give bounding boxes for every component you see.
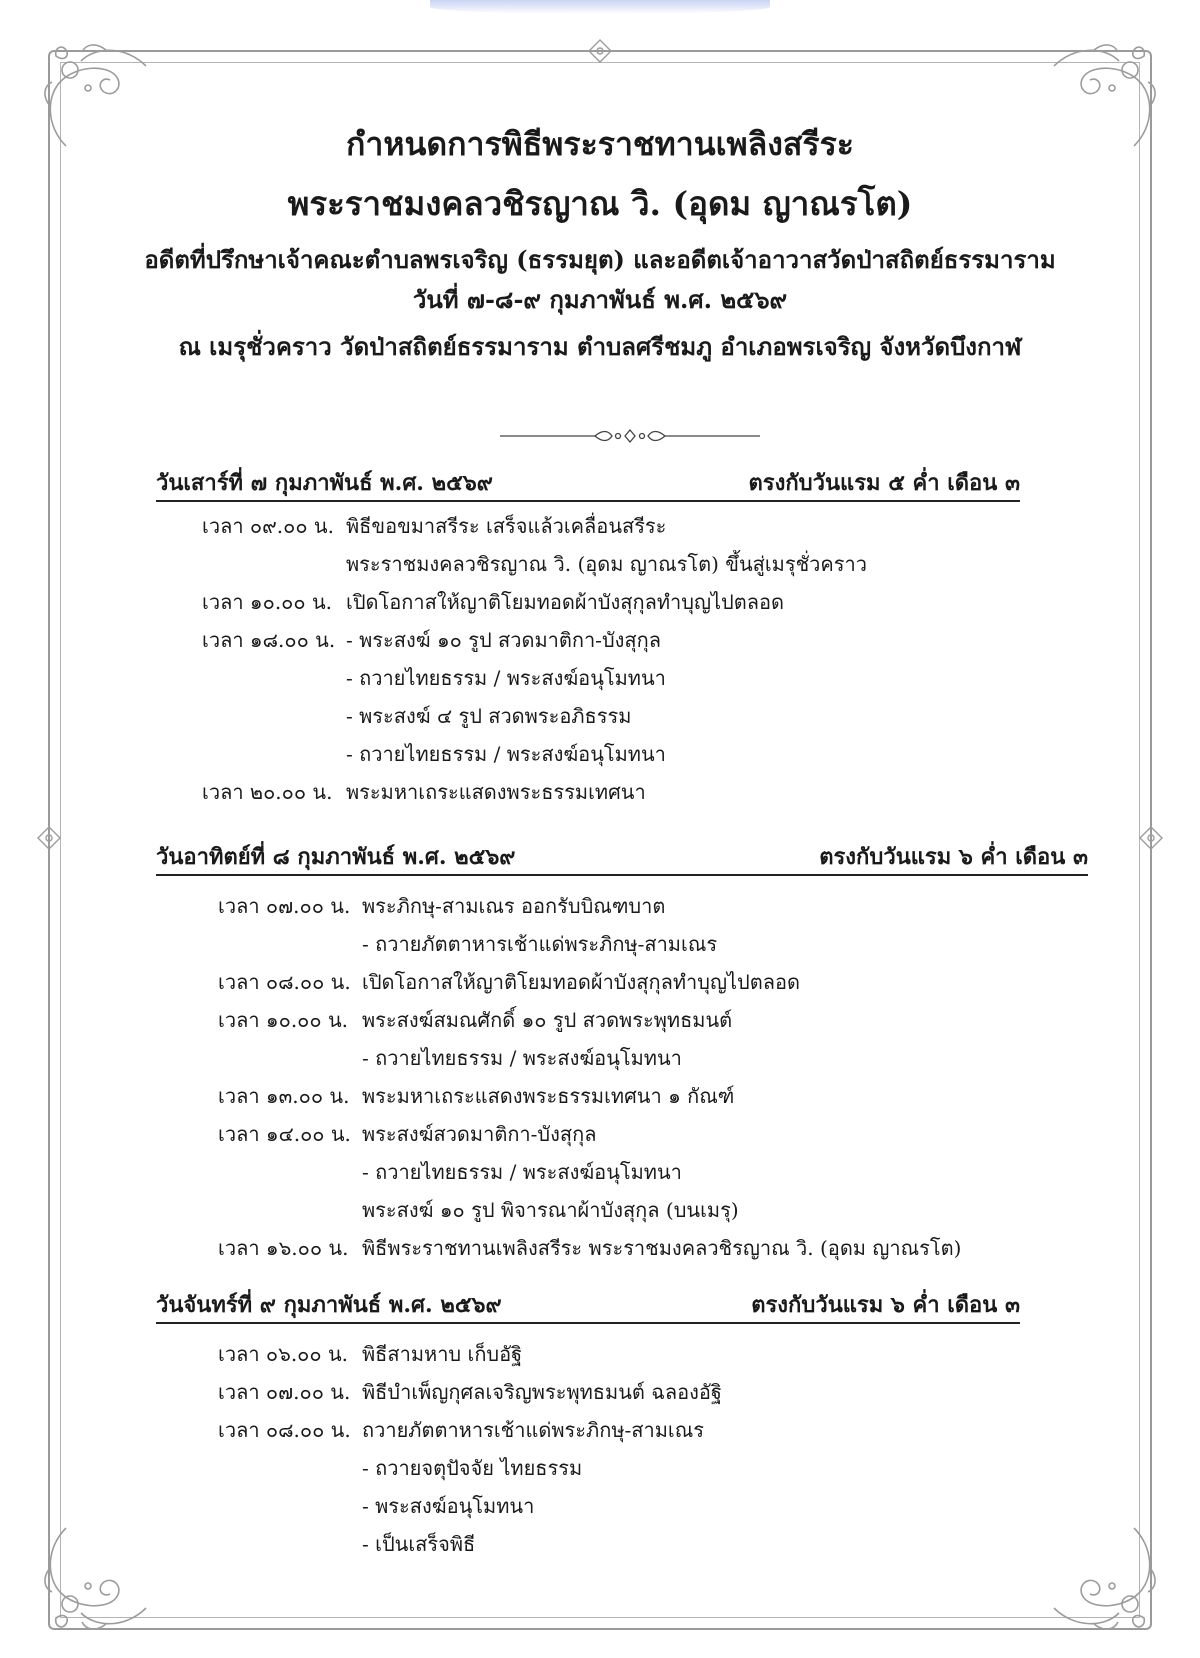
- day-3-header: [156, 1290, 1020, 1324]
- row-time: เวลา ๑๖.๐๐ น.: [218, 1236, 349, 1260]
- row-text: พระมหาเถระแสดงพระธรรมเทศนา: [346, 780, 646, 804]
- row-time: เวลา ๑๔.๐๐ น.: [218, 1122, 351, 1146]
- left-side-ornament: [36, 825, 62, 851]
- row-time: เวลา ๑๐.๐๐ น.: [202, 590, 332, 614]
- row-time: เวลา ๑๘.๐๐ น.: [202, 628, 336, 652]
- title-line-3: อดีตที่ปรึกษาเจ้าคณะตำบลพรเจริญ (ธรรมยุต) และอดีตเจ้าอาวาสวัดป่าสถิตย์ธรรมาราม: [144, 245, 1056, 274]
- row-text: พิธีบำเพ็ญกุศลเจริญพระพุทธมนต์ ฉลองอัฐิ: [362, 1380, 722, 1404]
- title-line-1: กำหนดการพิธีพระราชทานเพลิงสรีระ: [346, 125, 854, 163]
- day-3-date: วันจันทร์ที่ ๙ กุมภาพันธ์ พ.ศ. ๒๕๖๙: [156, 1292, 502, 1318]
- row-text: พระภิกษุ-สามเณร ออกรับบิณฑบาต: [362, 894, 666, 918]
- row-text: พิธีขอขมาสรีระ เสร็จแล้วเคลื่อนสรีระ: [346, 514, 667, 538]
- right-side-ornament: [1138, 825, 1164, 851]
- day-2-header: [156, 842, 1088, 876]
- row-text: ถวายภัตตาหารเช้าแด่พระภิกษุ-สามเณร: [362, 1418, 705, 1442]
- day-1-date: วันเสาร์ที่ ๗ กุมภาพันธ์ พ.ศ. ๒๕๖๙: [156, 470, 493, 496]
- row-text: พระสงฆ์ ๑๐ รูป พิจารณาผ้าบังสุกุล (บนเมรุ): [362, 1198, 739, 1222]
- corner-ornament-bottom-right: [1044, 1518, 1164, 1638]
- row-text: - พระสงฆ์อนุโมทนา: [362, 1494, 535, 1518]
- row-text: เปิดโอกาสให้ญาติโยมทอดผ้าบังสุกุลทำบุญไปตลอด: [362, 970, 800, 994]
- row-time: เวลา ๑๐.๐๐ น.: [218, 1008, 348, 1032]
- title-location-line: ณ เมรุชั่วคราว วัดป่าสถิตย์ธรรมาราม ตำบลศรีชมภู อำเภอพรเจริญ จังหวัดบึงกาฬ: [178, 332, 1022, 361]
- row-time: เวลา ๐๘.๐๐ น.: [218, 1418, 351, 1442]
- row-text: พระมหาเถระแสดงพระธรรมเทศนา ๑ กัณฑ์: [362, 1084, 735, 1108]
- day-3-lunar: ตรงกับวันแรม ๖ ค่ำ เดือน ๓: [751, 1292, 1020, 1318]
- document-header: [0, 122, 1200, 370]
- row-text: พระสงฆ์สวดมาติกา-บังสุกุล: [362, 1122, 597, 1146]
- row-time: เวลา ๑๓.๐๐ น.: [218, 1084, 350, 1108]
- corner-ornament-bottom-left: [36, 1518, 156, 1638]
- day-2-lunar: ตรงกับวันแรม ๖ ค่ำ เดือน ๓: [819, 844, 1088, 870]
- day-1-header: [156, 468, 1020, 502]
- row-text: - พระสงฆ์ ๔ รูป สวดพระอภิธรรม: [346, 704, 632, 728]
- row-text: - ถวายไทยธรรม / พระสงฆ์อนุโมทนา: [346, 666, 666, 690]
- row-text: เปิดโอกาสให้ญาติโยมทอดผ้าบังสุกุลทำบุญไปตลอด: [346, 590, 784, 614]
- title-date-line: วันที่ ๗-๘-๙ กุมภาพันธ์ พ.ศ. ๒๕๖๙: [412, 285, 788, 314]
- row-text: - ถวายไทยธรรม / พระสงฆ์อนุโมทนา: [362, 1046, 682, 1070]
- row-text: พิธีพระราชทานเพลิงสรีระ พระราชมงคลวชิรญาณ วิ. (อุดม ญาณรโต): [362, 1236, 962, 1260]
- row-text: - ถวายไทยธรรม / พระสงฆ์อนุโมทนา: [362, 1160, 682, 1184]
- day-2-date: วันอาทิตย์ที่ ๘ กุมภาพันธ์ พ.ศ. ๒๕๖๙: [156, 844, 516, 870]
- top-glow: [430, 0, 770, 14]
- day-1-lunar: ตรงกับวันแรม ๕ ค่ำ เดือน ๓: [748, 470, 1020, 496]
- row-text: - ถวายจตุปัจจัย ไทยธรรม: [362, 1456, 583, 1480]
- top-center-ornament: [587, 38, 613, 64]
- row-text: - พระสงฆ์ ๑๐ รูป สวดมาติกา-บังสุกุล: [346, 628, 661, 652]
- row-text: - ถวายไทยธรรม / พระสงฆ์อนุโมทนา: [346, 742, 666, 766]
- row-time: เวลา ๐๘.๐๐ น.: [218, 970, 351, 994]
- decorative-divider: [500, 428, 760, 444]
- row-text: พระราชมงคลวชิรญาณ วิ. (อุดม ญาณรโต) ขึ้นสู่เมรุชั่วคราว: [346, 552, 867, 576]
- row-time: เวลา ๐๗.๐๐ น.: [218, 1380, 351, 1404]
- row-text: พิธีสามหาบ เก็บอัฐิ: [362, 1342, 523, 1366]
- row-time: เวลา ๐๖.๐๐ น.: [218, 1342, 348, 1366]
- row-text: พระสงฆ์สมณศักดิ์ ๑๐ รูป สวดพระพุทธมนต์: [362, 1008, 733, 1032]
- row-time: เวลา ๐๙.๐๐ น.: [202, 514, 334, 538]
- row-time: เวลา ๒๐.๐๐ น.: [202, 780, 333, 804]
- row-text: - ถวายภัตตาหารเช้าแด่พระภิกษุ-สามเณร: [362, 932, 718, 956]
- title-line-2: พระราชมงคลวชิรญาณ วิ. (อุดม ญาณรโต): [287, 184, 913, 223]
- row-text: - เป็นเสร็จพิธี: [362, 1532, 476, 1556]
- row-time: เวลา ๐๗.๐๐ น.: [218, 894, 351, 918]
